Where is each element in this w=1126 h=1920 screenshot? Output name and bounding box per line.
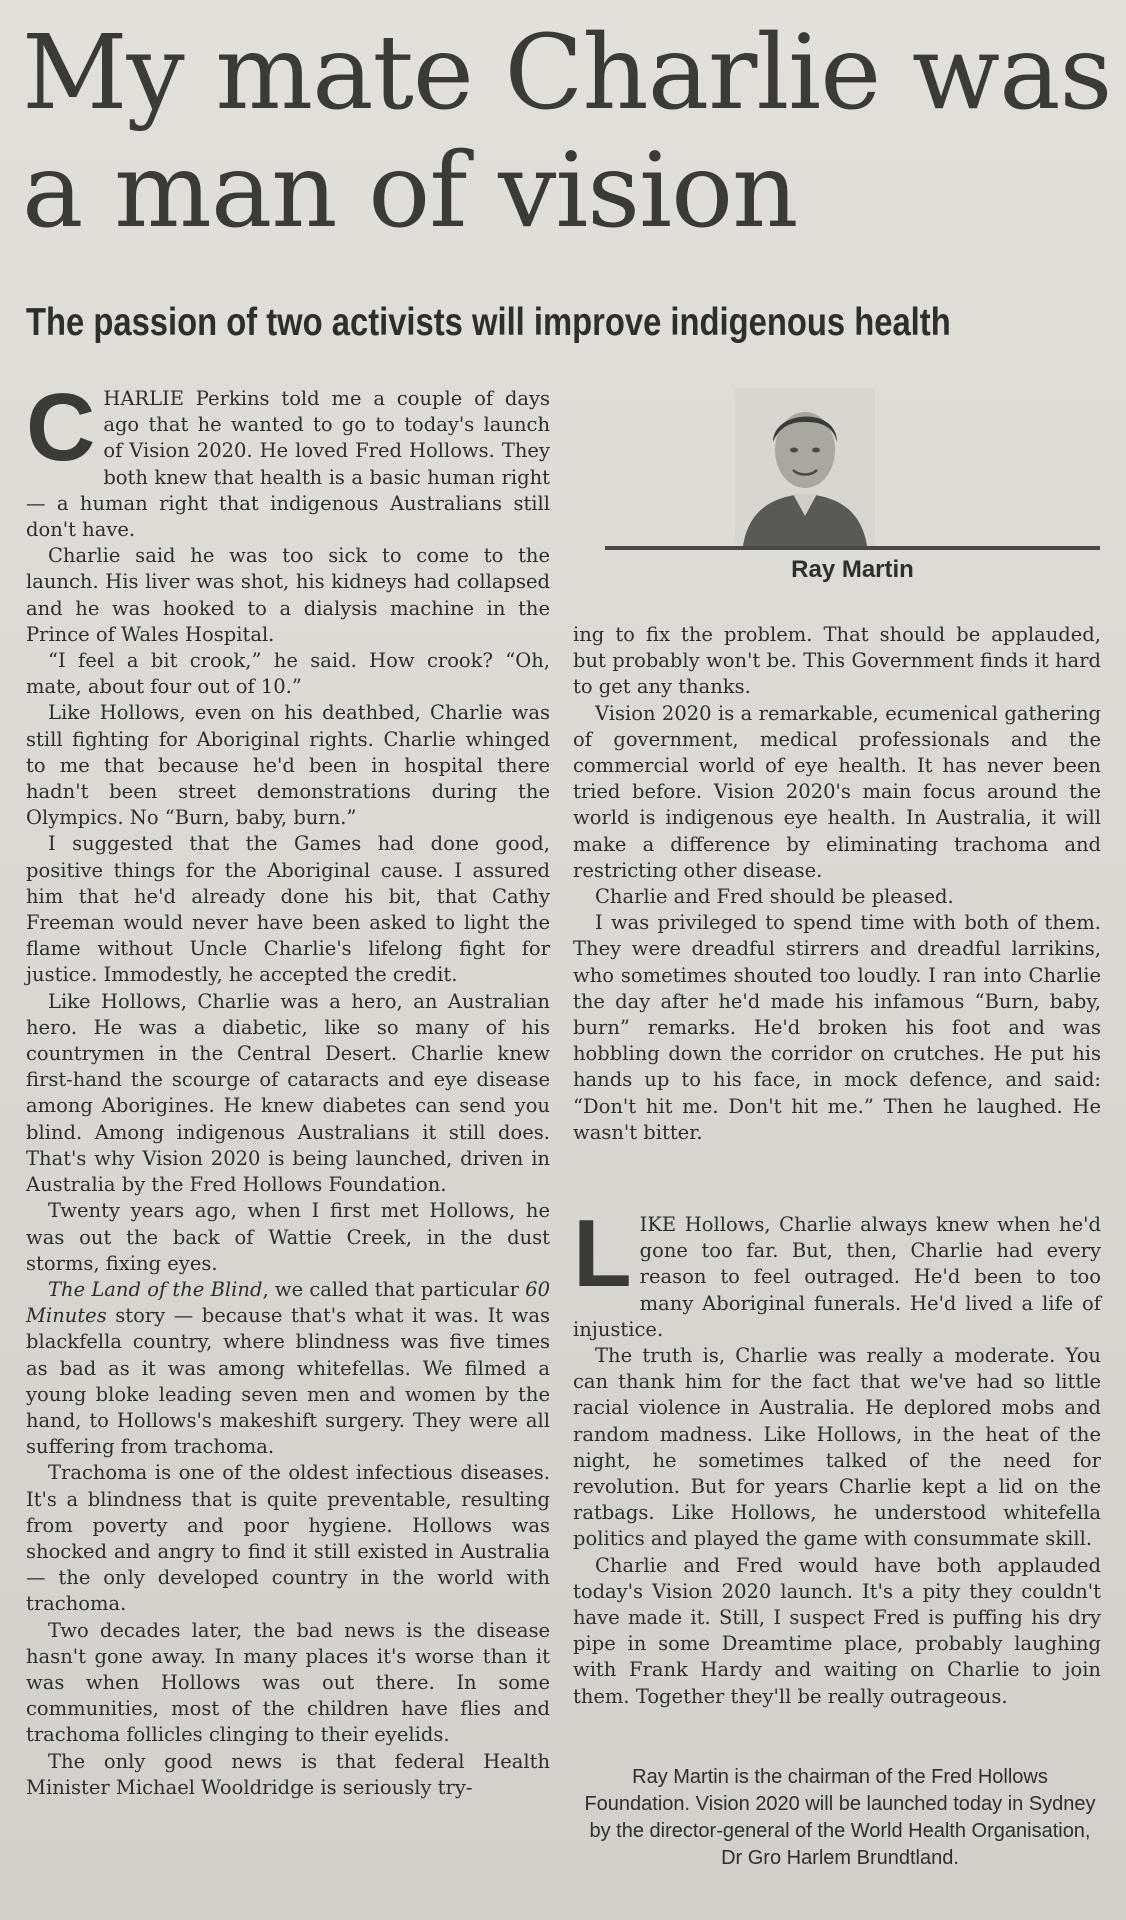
paragraph [26, 374, 550, 543]
article-column-2 [573, 622, 1101, 1146]
article-column-3 [573, 1200, 1101, 1710]
article-column-1 [26, 374, 550, 1801]
paragraph: The only good news is that federal Health Minister Michael Wooldridge is seriously try- [26, 1749, 550, 1799]
drop-cap: C [26, 374, 96, 481]
author-note: Ray Martin is the chairman of the Fred Hollows Foundation. Vision 2020 will be launched today in Sydney by the director-general of the World Health Organisation, Dr Gro Harlem Brundtland. [584, 1766, 1096, 1869]
paragraph: The truth is, Charlie was really a moderate. You can thank him for the fact that we've had so little racial violence in Australia. He deplored mobs and random madness. Like Hollows, in the heat of the night, he sometimes talked of the need for revolution. But for years Charlie kept a lid on the ratbags. Like Hollows, he understood whitefella politics and played the game with consummate skill. [573, 1344, 1101, 1551]
paragraph-text: IKE Hollows, Charlie always knew when he'd gone too far. But, then, Charlie had every reason to feel outraged. He'd been to too many Aboriginal funerals. He'd lived a life of injustice. [573, 1213, 1101, 1341]
paragraph [573, 1200, 1101, 1343]
man-portrait-icon [735, 388, 875, 546]
paragraph: Two decades later, the bad news is the disease hasn't gone away. In many places it's worse than it was when Hollows was out there. In some communities, most of the children have flies and trachoma follicles clinging to their eyelids. [26, 1618, 550, 1747]
paragraph: Trachoma is one of the oldest infectious diseases. It's a blindness that is quite preventable, resulting from poverty and poor hygiene. Hollows was shocked and angry to find it still existed in Australia — the only developed country in the world with trachoma. [26, 1461, 550, 1616]
paragraph: “I feel a bit crook,” he said. How crook? “Oh, mate, about four out of 10.” [26, 649, 550, 699]
paragraph: Vision 2020 is a remarkable, ecumenical gathering of government, medical professionals and the commercial world of eye health. It has never been tried before. Vision 2020's main focus around the world is indigenous eye health. In Australia, it will make a difference by eliminating trachoma and restricting other disease. [573, 701, 1101, 882]
byline-rule [605, 546, 1100, 550]
paragraph [26, 1277, 550, 1460]
paragraph: Charlie and Fred would have both applauded today's Vision 2020 launch. It's a pity they couldn't have made it. Still, I suspect Fred is puffing his dry pipe in some Dreamtime place, probably laughing with Frank Hardy and waiting on Charlie to join them. Together they'll be really outrageous. [573, 1553, 1101, 1708]
paragraph: Charlie said he was too sick to come to the launch. His liver was shot, his kidneys had collapsed and he was hooked to a dialysis machine in the Prince of Wales Hospital. [26, 544, 550, 646]
byline-photo-block [605, 380, 1100, 585]
program-title: The Land of the Blind [48, 1277, 263, 1301]
paragraph: Charlie and Fred should be pleased. [595, 885, 954, 909]
drop-cap: L [573, 1200, 632, 1307]
subheadline: The passion of two activists will improve indigenous health [26, 301, 951, 344]
paragraph: Like Hollows, Charlie was a hero, an Australian hero. He was a diabetic, like so many of his countrymen in the Central Desert. Charlie knew first-hand the scourge of cataracts and eye disease among Aborigines. He knew diabetes can send you blind. Among indigenous Australians it still does. That's why Vision 2020 is being launched, driven in Australia by the Fred Hollows Foundation. [26, 989, 550, 1197]
byline: Ray Martin [791, 556, 914, 583]
paragraph: Twenty years ago, when I first met Hollows, he was out the back of Wattie Creek, in the dust storms, fixing eyes. [26, 1199, 550, 1275]
paragraph-text: HARLIE Perkins told me a couple of days ago that he wanted to go to today's launch of Vision 2020. He loved Fred Hollows. They both knew that health is a basic human right — a human right that indigenous Australians still don't have. [26, 387, 550, 542]
program-title: 60 Minutes [26, 1277, 550, 1328]
paragraph: Like Hollows, even on his deathbed, Charlie was still fighting for Aboriginal rights. Charlie whinged to me that because he'd been in hospital there hadn't been street demonstrations during the Olympics. No “Burn, baby, burn.” [26, 701, 550, 830]
paragraph-text: , we called that particular [262, 1277, 526, 1301]
paragraph: ing to fix the problem. That should be applauded, but probably won't be. This Government finds it hard to get any thanks. [573, 623, 1101, 699]
paragraph: I suggested that the Games had done good, positive things for the Aboriginal cause. I assured him that he'd already done his bit, that Cathy Freeman would never have been asked to light the flame without Uncle Charlie's lifelong fight for justice. Immodestly, he accepted the credit. [26, 832, 550, 987]
headline: My mate Charlie was a man of vision [22, 13, 1112, 251]
paragraph-text: story — because that's what it was. It was blackfella country, where blindness was five times as bad as it was among whitefellas. We filmed a young bloke leading seven men and women by the hand, to Hollows's makeshift surgery. They were all suffering from trachoma. [26, 1304, 550, 1459]
paragraph: I was privileged to spend time with both of them. They were dreadful stirrers and dreadful larrikins, who sometimes shouted too loudly. I ran into Charlie the day after he'd made his infamous “Burn, baby, burn” remarks. He'd broken his foot and was hobbling down the corridor on crutches. He put his hands up to his face, in mock defence, and said: “Don't hit me. Don't hit me.” Then he laughed. He wasn't bitter. [573, 911, 1101, 1144]
